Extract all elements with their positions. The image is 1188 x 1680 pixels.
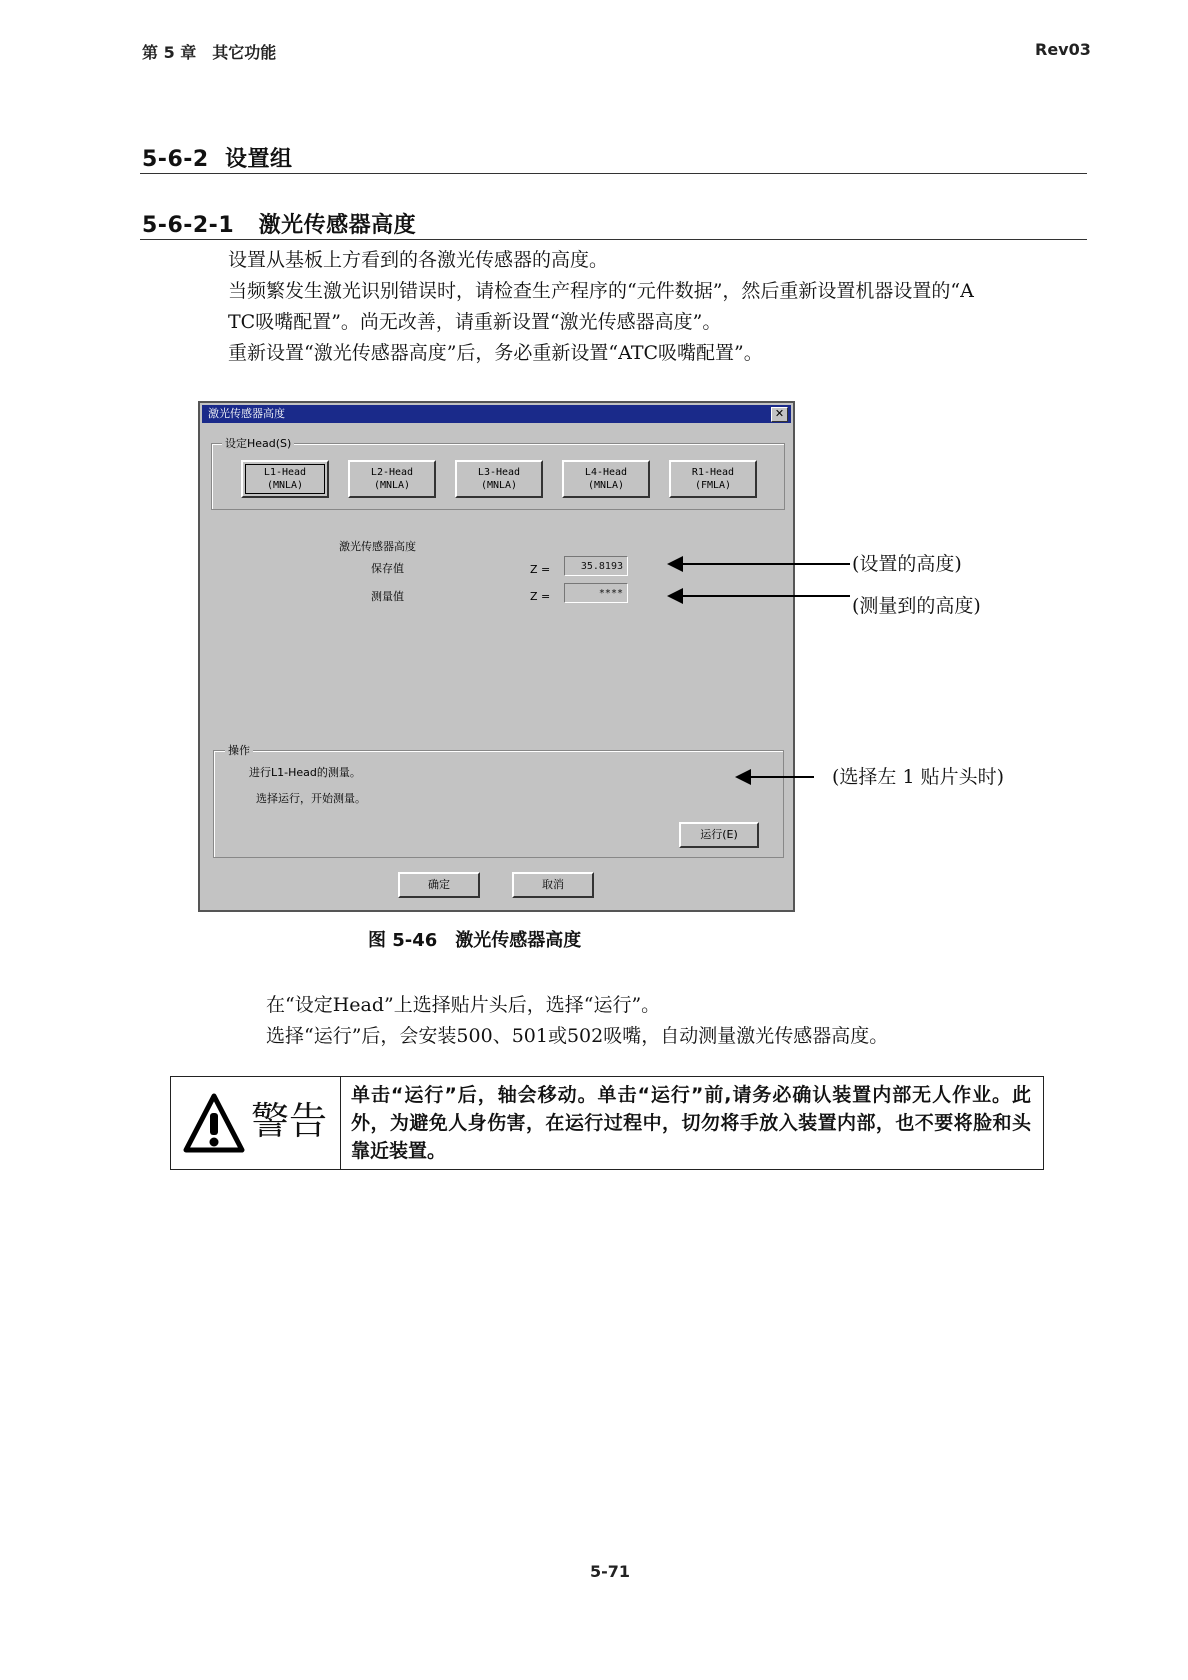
intro-line: 重新设置“激光传感器高度”后，务必重新设置“ATC吸嘴配置”。 bbox=[228, 342, 763, 364]
warning-text: 单击“运行”后，轴会移动。单击“运行”前,请务必确认装置内部无人作业。此外，为避免人身伤害，在运行过程中，切勿将手放入装置内部，也不要将脸和头靠近装置。 bbox=[351, 1084, 1031, 1162]
page-number: 5-71 bbox=[590, 1562, 631, 1581]
head-button-r1[interactable] bbox=[669, 460, 757, 498]
measured-value-field: **** bbox=[564, 583, 628, 603]
ok-button[interactable]: 确定 bbox=[398, 872, 480, 898]
instruction-paragraph bbox=[266, 990, 1066, 1052]
head-button-type: (MNLA) bbox=[266, 480, 304, 491]
head-button-name: R1-Head bbox=[691, 467, 735, 478]
warning-triangle-icon bbox=[183, 1093, 245, 1153]
head-button-l1[interactable] bbox=[241, 460, 329, 498]
subsection-title: 激光传感器高度 bbox=[258, 213, 417, 238]
operation-line: 选择运行，开始测量。 bbox=[256, 792, 366, 805]
instruction-line: 选择“运行”后，会安装500、501或502吸嘴，自动测量激光传感器高度。 bbox=[266, 1025, 889, 1047]
close-icon[interactable]: ✕ bbox=[771, 407, 788, 422]
subsection-number: 5-6-2-1 bbox=[142, 213, 235, 238]
head-button-name: L4-Head bbox=[584, 467, 628, 478]
subsection-rule bbox=[140, 239, 1087, 240]
head-group-label: 设定Head(S) bbox=[222, 435, 294, 451]
saved-value-label: 保存值 bbox=[371, 562, 404, 575]
intro-line: 设置从基板上方看到的各激光传感器的高度。 bbox=[228, 249, 609, 271]
cancel-button[interactable]: 取消 bbox=[512, 872, 594, 898]
section-number: 5-6-2 bbox=[142, 147, 209, 172]
warning-label: 警告 bbox=[251, 1099, 328, 1143]
annotation-line bbox=[680, 563, 850, 565]
intro-line: 当频繁发生激光识别错误时，请检查生产程序的“元件数据”，然后重新设置机器设置的“A bbox=[228, 280, 974, 302]
head-button-l4[interactable] bbox=[562, 460, 650, 498]
operation-line: 进行L1-Head的测量。 bbox=[249, 766, 361, 779]
z-label: Z = bbox=[530, 590, 551, 603]
head-button-type: (MNLA) bbox=[480, 480, 518, 491]
head-button-type: (MNLA) bbox=[587, 480, 625, 491]
section-rule bbox=[140, 173, 1087, 174]
subsection-heading bbox=[142, 208, 416, 239]
revision-label: Rev03 bbox=[1035, 40, 1091, 59]
sensor-height-title: 激光传感器高度 bbox=[339, 540, 416, 553]
head-button-type: (FMLA) bbox=[694, 480, 732, 491]
dialog-titlebar bbox=[202, 405, 791, 423]
instruction-line: 在“设定Head”上选择贴片头后，选择“运行”。 bbox=[266, 994, 661, 1016]
head-button-name: L1-Head bbox=[263, 467, 307, 478]
head-button-name: L2-Head bbox=[370, 467, 414, 478]
head-button-type: (MNLA) bbox=[373, 480, 411, 491]
run-button[interactable]: 运行(E) bbox=[679, 822, 759, 848]
figure-caption: 图 5-46 激光传感器高度 bbox=[368, 930, 582, 951]
annotation-line bbox=[680, 595, 850, 597]
intro-line: TC吸嘴配置”。尚无改善，请重新设置“激光传感器高度”。 bbox=[228, 311, 722, 333]
op-annotation: (选择左 1 贴片头时) bbox=[832, 766, 1004, 788]
intro-paragraph bbox=[228, 245, 1088, 369]
operation-group-label: 操作 bbox=[225, 742, 253, 758]
saved-annotation: (设置的高度) bbox=[852, 553, 962, 575]
head-button-l2[interactable] bbox=[348, 460, 436, 498]
warning-label-cell bbox=[171, 1077, 341, 1169]
section-heading bbox=[142, 142, 293, 173]
head-button-l3[interactable] bbox=[455, 460, 543, 498]
dialog-title: 激光传感器高度 bbox=[208, 407, 285, 420]
annotation-line bbox=[748, 776, 814, 778]
saved-value-field: 35.8193 bbox=[564, 556, 628, 576]
chapter-header: 第 5 章 其它功能 bbox=[142, 43, 277, 62]
warning-box bbox=[170, 1076, 1044, 1170]
measured-annotation: (测量到的高度) bbox=[852, 595, 981, 617]
measured-value-label: 测量值 bbox=[371, 590, 404, 603]
head-button-name: L3-Head bbox=[477, 467, 521, 478]
z-label: Z = bbox=[530, 563, 551, 576]
section-title: 设置组 bbox=[225, 147, 293, 172]
